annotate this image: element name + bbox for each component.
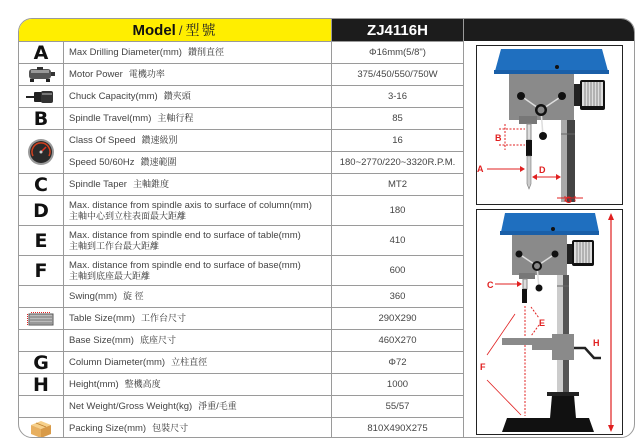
spec-value: 600: [332, 256, 464, 285]
spec-value: 3-16: [332, 86, 464, 107]
spec-label-cn: 立柱直徑: [171, 357, 208, 367]
box-icon: [29, 419, 53, 439]
spec-label-cn: 鑽夾頭: [163, 91, 191, 101]
drill-press-full-illustration: [477, 210, 622, 434]
spec-value: 1000: [332, 374, 464, 395]
table-row: [19, 307, 464, 329]
spec-label: Height(mm): [69, 379, 119, 390]
chuck-icon: [26, 90, 56, 104]
spec-label: Speed 50/60Hz: [69, 157, 135, 168]
spec-value: MT2: [332, 174, 464, 195]
table-row: [19, 373, 464, 395]
spec-value: 180~2770/220~3320R.P.M.: [332, 152, 464, 173]
table-row: [19, 417, 464, 438]
spec-label: Chuck Capacity(mm): [69, 91, 158, 102]
label-g: G: [565, 195, 573, 204]
spec-label-cn: 包裝尺寸: [152, 423, 189, 433]
spec-label: Max Drilling Diameter(mm): [69, 47, 182, 58]
letter-h-icon: H: [33, 373, 49, 396]
table-row: [19, 285, 464, 307]
spec-label: Column Diameter(mm): [69, 357, 166, 368]
spec-label: Swing(mm): [69, 291, 118, 302]
spec-label-cn: 主軸到工作台最大距離: [69, 240, 160, 251]
table-row: [19, 351, 464, 373]
spec-label-cn: 主軸錐度: [132, 179, 169, 189]
label-c: C: [487, 280, 494, 290]
spec-value: 290X290: [332, 308, 464, 329]
spec-label-cn: 電機功率: [128, 69, 165, 79]
label-e: E: [539, 318, 546, 328]
spec-label-cn: 鑽速級別: [141, 135, 178, 145]
diagram-spindle-dimensions: [476, 45, 623, 205]
spec-value: Φ16mm(5/8"): [332, 42, 464, 63]
spec-value: 85: [332, 108, 464, 129]
letter-d-icon: D: [33, 199, 49, 222]
speedometer-icon: [27, 138, 55, 166]
table-row: [19, 63, 464, 85]
spec-label: Packing Size(mm): [69, 423, 147, 434]
spec-value: 810X490X275: [332, 418, 464, 438]
spec-sheet: [18, 18, 635, 438]
spec-value: 360: [332, 286, 464, 307]
table-row: [19, 41, 464, 63]
spec-label-cn: 整機高度: [124, 379, 161, 389]
model-value: ZJ4116H: [332, 19, 464, 41]
model-header: [19, 19, 332, 41]
spec-label-cn: 鑽速範圍: [140, 157, 177, 167]
spec-value: 375/450/550/750W: [332, 64, 464, 85]
spec-label: Max. distance from spindle end to surface of table(mm): [69, 229, 301, 241]
spec-label: Net Weight/Gross Weight(kg): [69, 401, 193, 412]
motor-icon: [26, 67, 56, 83]
spec-value: 55/57: [332, 396, 464, 417]
table-row: [19, 107, 464, 129]
spec-value: Φ72: [332, 352, 464, 373]
letter-e-icon: E: [34, 229, 48, 252]
model-label-cn: 型號: [185, 22, 218, 38]
label-d: D: [539, 165, 546, 175]
table-row: [19, 329, 464, 351]
spec-label: Base Size(mm): [69, 335, 134, 346]
spec-label-cn: 主軸中心到立柱表面最大距離: [69, 210, 187, 221]
spec-label: Max. distance from spindle end to surface of base(mm): [69, 259, 301, 271]
table-row: [19, 85, 464, 107]
letter-a-icon: A: [33, 41, 49, 64]
table-row: [19, 151, 464, 173]
table-row: [19, 395, 464, 417]
diagram-height-dimensions: [476, 209, 623, 435]
table-row: [19, 129, 464, 151]
spec-label: Class Of Speed: [69, 135, 136, 146]
table-row: [19, 225, 464, 255]
table-row: [19, 255, 464, 285]
spec-label: Table Size(mm): [69, 313, 135, 324]
letter-c-icon: C: [34, 173, 48, 196]
letter-g-icon: G: [33, 351, 49, 374]
drill-press-top-illustration: [477, 46, 622, 204]
spec-value: 16: [332, 130, 464, 151]
label-h: H: [593, 338, 600, 348]
spec-label-cn: 底座尺寸: [139, 335, 176, 345]
spec-label: Max. distance from spindle axis to surface of column(mm): [69, 199, 312, 211]
spec-label-cn: 淨重/毛重: [198, 401, 237, 411]
spec-label-cn: 主軸行程: [157, 113, 194, 123]
label-b: B: [495, 133, 502, 143]
letter-b-icon: B: [33, 107, 49, 130]
spec-label: Motor Power: [69, 69, 123, 80]
spec-value: 410: [332, 226, 464, 255]
spec-label: Spindle Travel(mm): [69, 113, 152, 124]
table-row: [19, 173, 464, 195]
diagram-header-bar: [464, 19, 635, 41]
model-separator: /: [178, 22, 183, 38]
letter-f-icon: F: [34, 259, 48, 282]
table-icon: [27, 312, 55, 326]
spec-label-cn: 工作台尺寸: [141, 313, 187, 323]
label-f: F: [480, 362, 486, 372]
table-row: [19, 195, 464, 225]
spec-label-cn: 主軸到底座最大距離: [69, 270, 151, 281]
model-label: Model: [132, 21, 176, 39]
spec-label-cn: 旋 徑: [123, 291, 144, 301]
spec-value: 460X270: [332, 330, 464, 351]
spec-value: 180: [332, 196, 464, 225]
label-a: A: [477, 164, 484, 174]
spec-label-cn: 鑽削直徑: [187, 47, 224, 57]
spec-label: Spindle Taper: [69, 179, 127, 190]
